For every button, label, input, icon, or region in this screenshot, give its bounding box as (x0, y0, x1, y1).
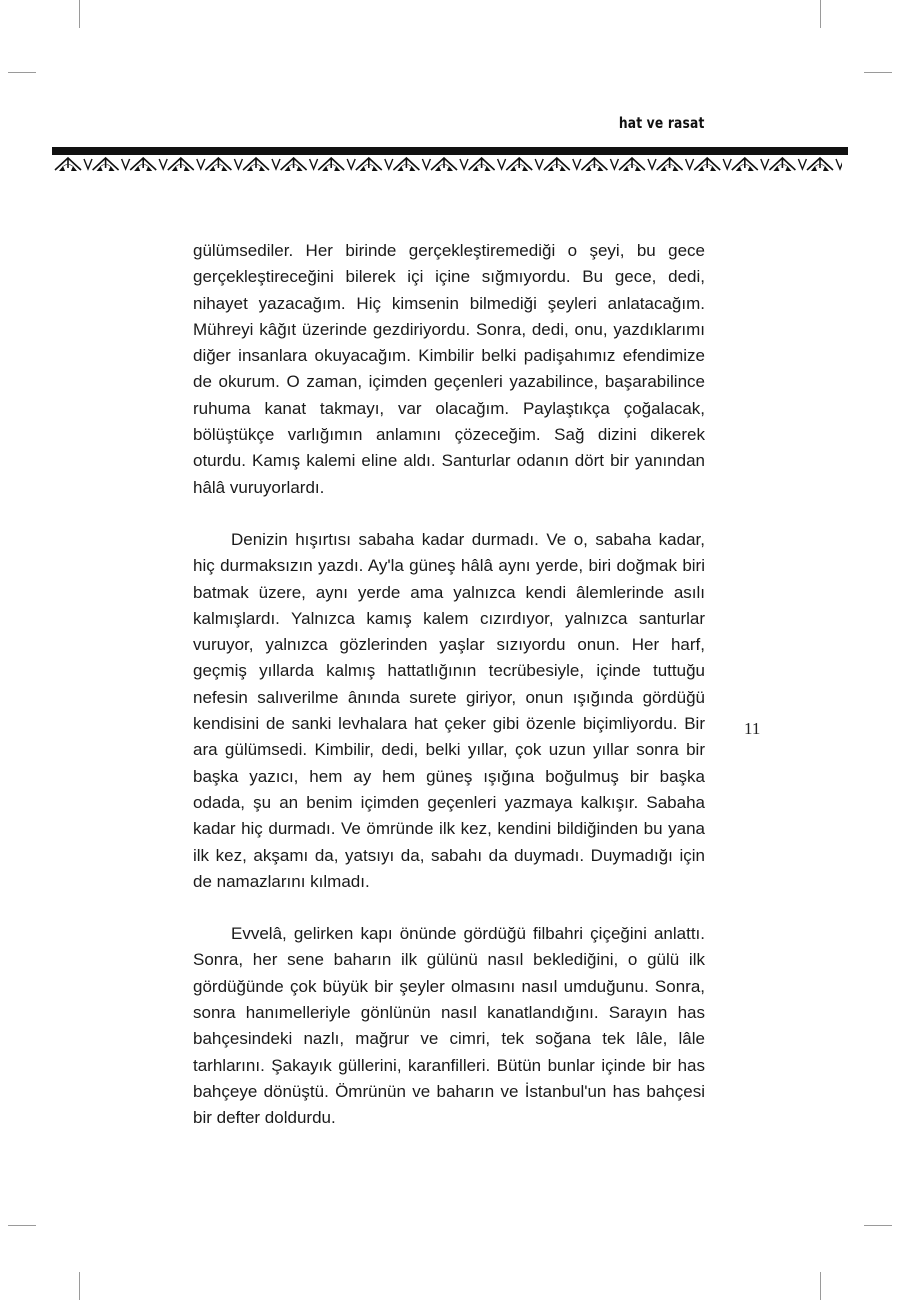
crop-mark-right-bottom (864, 1225, 892, 1226)
page-number: 11 (744, 719, 761, 738)
crop-mark-top-right (820, 0, 821, 28)
paragraph-3: Evvelâ, gelirken kapı önünde gördüğü filbahri çiçeğini anlattı. Sonra, her sene baharın ilk gülünü nasıl beklediğini, o gülü ilk gördüğünde çok büyük bir şeyler olmasını nasıl umduğunu. Sonra, sonra hanımelleriyle gönlünün nasıl kanatlandığını. Sarayın has bahçesindeki nazlı, mağrur ve cimri, tek soğana tek lâle, lâle tarhlarını. Şakayık güllerini, karanfilleri. Bütün bunlar içinde bir has bahçeye dönüştü. Ömrünün ve baharın ve İstanbul'un has bahçesi bir defter doldurdu. (193, 924, 705, 1128)
paragraph-1: gülümsediler. Her birinde gerçekleştiremediği o şeyi, bu gece gerçekleştireceğini bilerek içi içine sığmıyordu. Bu gece, dedi, nihayet yazacağım. Hiç kimsenin bilmediği şeyleri anlatacağım. Mühreyi kâğıt üzerinde gezdiriyordu. Sonra, dedi, onu, yazdıklarımı diğer insanlara okuyacağım. Kimbilir belki padişahımız efendimize de okurum. O zaman, içimden geçenleri yazabilince, başarabilince ruhuma kanat takmayı, var olacağım. Paylaştıkça çoğalacak, bölüştükçe varlığımın anlamını çözeceğim. Sağ dizini dikerek oturdu. Kamış kalemi eline aldı. Santurlar odanın dört bir yanından hâlâ vuruyorlardı. (193, 241, 705, 497)
crop-mark-right-top (864, 72, 892, 73)
crop-mark-bottom-left (79, 1272, 80, 1300)
crop-mark-top-left (79, 0, 80, 28)
paragraph-2: Denizin hışırtısı sabaha kadar durmadı. Ve o, sabaha kadar, hiç durmaksızın yazdı. Ay'la güneş hâlâ aynı yerde, biri doğmak biri batmak üzere, aynı yerde ama yalnızca kendi âlemlerinde asılı kalmışlardı. Yalnızca kamış kalem cızırdıyor, yalnızca santurlar vuruyor, yalnızca gözlerinden yaşlar sızıyordu onun. Her harf, geçmiş yıllarda kalmış hattatlığının tecrübesiyle, içinde tuttuğu nefesin salıverilme ânında surete giriyor, onun ışığında gördüğü kendisini de sanki levhalara hat çeker gibi özenle biçimliyordu. Bir ara gülümsedi. Kimbilir, dedi, belki yıllar, çok uzun yıllar sonra bir başka yazıcı, hem ay hem güneş ışığına boğulmuş bir başka odada, şu an benim içimden geçenleri yazmaya kalkışır. Sabaha kadar hiç durmadı. Ve ömründe ilk kez, kendini bildiğinden bu yana ilk kez, akşamı da, yatsıyı da, sabahı da duymadı. Duymadığı için de namazlarını kılmadı. (193, 529, 705, 891)
running-head-title: hat ve rasat (619, 114, 705, 132)
header-rule (52, 147, 848, 155)
crop-mark-left-top (8, 72, 36, 73)
body-text (193, 238, 705, 1132)
crop-mark-bottom-right (820, 1272, 821, 1300)
ornament-border (52, 155, 842, 173)
crop-mark-left-bottom (8, 1225, 36, 1226)
